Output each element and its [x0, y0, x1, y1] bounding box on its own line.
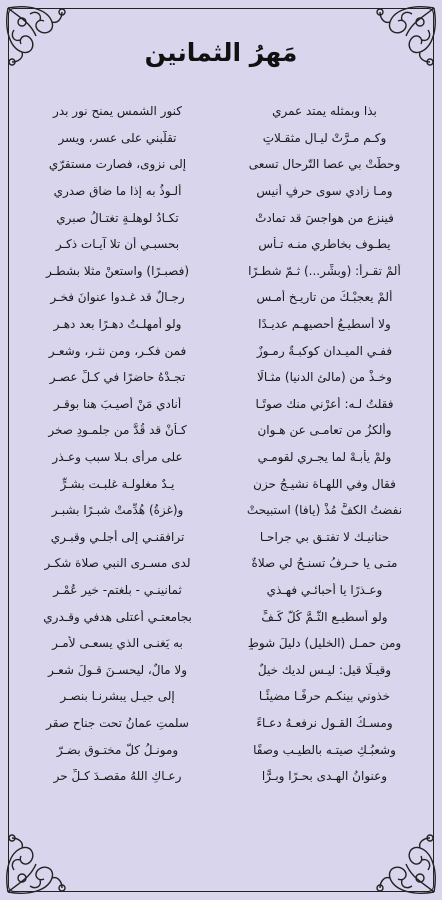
verse-first-hemistich: خذوني بينكـم حرفًـا مضيئًـا — [258, 689, 391, 704]
verse-row — [22, 550, 420, 577]
verse-second-hemistich: تجـدْهُ حاضرًا في كـلِّ عصـرِ — [49, 370, 186, 385]
verse-row — [22, 444, 420, 471]
verse-row — [22, 577, 420, 604]
verse-second-hemistich: بحسبـي أن تلا آيـات ذكـر — [55, 237, 180, 252]
verse-second-hemistich: ولو أمهلـتُ دهـرًا بعد دهـر — [53, 317, 182, 332]
verse-second-hemistich: تكـادُ لوهلـةٍ تغتـالُ صبري — [56, 210, 179, 225]
verse-row — [22, 337, 420, 364]
poem-title: مَهرُ الثمانين — [144, 38, 298, 67]
poem-body — [22, 98, 420, 789]
verse-row — [22, 630, 420, 657]
verse-second-hemistich: إلى جيـلٍ يبشرنـا بنصـر — [60, 689, 175, 704]
verse-first-hemistich: فينزع من هواجسَ قد تمادتْ — [255, 210, 394, 225]
verse-second-hemistich: تقلّبني على عسرٍ، ويسرِ — [58, 130, 177, 145]
verse-row — [22, 710, 420, 737]
verse-first-hemistich: فقال وفي اللهـاة نشيـجُ حزنٍ — [253, 476, 396, 491]
verse-row — [22, 417, 420, 444]
verse-row — [22, 311, 420, 338]
verse-row — [22, 736, 420, 763]
verse-second-hemistich: بجامعتـي أعتلى هدفي وقـدري — [43, 609, 192, 624]
verse-first-hemistich: ألمْ تقـرأ: (وبشِّرِ...) ثـمّ شطـرًا — [248, 263, 401, 278]
verse-second-hemistich: كنور الشمس يمنح نور بدر — [53, 104, 182, 119]
verse-row — [22, 763, 420, 790]
verse-second-hemistich: به يَغنـى الذي يسعـى لأمـر — [52, 636, 183, 651]
verse-second-hemistich: كـأنْ قد قُدَّ من جلمـودِ صخر — [48, 423, 187, 438]
verse-first-hemistich: ولو أسطيـع الثَّـمَّ كُلَّ كَـفٍّ — [261, 609, 388, 624]
verse-second-hemistich: ثمانينـي - بلغتم- خير عُمْـر — [53, 582, 182, 597]
verse-second-hemistich: يـدٌ مغلولـة غلبـت بشـرٍّ — [60, 476, 175, 491]
verse-row — [22, 204, 420, 231]
verse-first-hemistich: فقلتُ لـه: أعرْني منك صوتًـا — [255, 396, 394, 411]
verse-second-hemistich: رجـالٌ قد غـدوا عنوانَ فخـر — [50, 290, 185, 305]
verse-row — [22, 497, 420, 524]
verse-first-hemistich: ومن حمـل (الخليل) دليلَ شوطٍ — [247, 636, 402, 651]
verse-row — [22, 258, 420, 285]
verse-row — [22, 391, 420, 418]
verse-row — [22, 231, 420, 258]
verse-second-hemistich: (فصبـرًا) واستعنْ مثلا بشطـر — [46, 263, 190, 278]
verse-second-hemistich: فمن فكـرٍ، ومن نثـرٍ، وشعـر — [48, 343, 187, 358]
verse-row — [22, 178, 420, 205]
verse-first-hemistich: ومسـكُ القـول نرفعـهُ دعـاءً — [256, 715, 393, 730]
verse-first-hemistich: ولمْ يأبـهْ لما يجـري لقومـي — [257, 450, 392, 465]
verse-first-hemistich: وألكزُ من تعامـى عن هـوانٍ — [257, 423, 392, 438]
verse-row — [22, 524, 420, 551]
verse-first-hemistich: وعنوانُ الهـدى بحـرًا وبـرًّا — [261, 769, 388, 784]
verse-first-hemistich: وحطّتْ بي عصا التّرحال تسعى — [248, 157, 401, 172]
verse-row — [22, 656, 420, 683]
verse-row — [22, 151, 420, 178]
verse-first-hemistich: متـى يا حـرفُ تسنـحُ لي صلاةٌ — [251, 556, 398, 571]
verse-row — [22, 470, 420, 497]
verse-second-hemistich: أنادي مَنْ أصيـبَ هنا بوقـر — [53, 396, 182, 411]
verse-row — [22, 284, 420, 311]
verse-first-hemistich: ألمْ يعجبْـكَ من تاريـخِ أمـسٍ — [256, 290, 393, 305]
verse-second-hemistich: و(غزةُ) هُدِّمتْ شبـرًا بشبـر — [51, 503, 184, 518]
verse-second-hemistich: إلى نزوى، فصارت مستقرّي — [48, 157, 187, 172]
verse-second-hemistich: ولا مالٌ، ليحسـنَ قـولَ شعـر — [47, 662, 188, 677]
verse-first-hemistich: ومـا زادي سوى حرفٍ أنيسٍ — [256, 184, 393, 199]
verse-row — [22, 125, 420, 152]
verse-row — [22, 683, 420, 710]
verse-first-hemistich: وخـذْ من (مالئ الدنيا) مثـالًا — [257, 370, 392, 385]
verse-second-hemistich: على مرأى بـلا سببٍ وعـذر — [52, 450, 183, 465]
verse-second-hemistich: رعـاكِ اللهُ مقصـدَ كـلِّ حرٍ — [53, 769, 182, 784]
verse-first-hemistich: نفضتُ الكفَّ مُذْ (يافا) استبيحتْ — [246, 503, 403, 518]
verse-second-hemistich: ومونـلُ كلّ مختـوقٍ بضـرّ — [56, 742, 179, 757]
verse-row — [22, 603, 420, 630]
verse-first-hemistich: وعـذرًا يا أحبائـي فهـذي — [266, 582, 383, 597]
verse-row — [22, 98, 420, 125]
verse-row — [22, 364, 420, 391]
verse-first-hemistich: وقيـلًا قيل: ليـس لديك خيلٌ — [257, 662, 392, 677]
verse-second-hemistich: سلمتِ عمانُ تحت جناح صقرِ — [46, 715, 189, 730]
verse-first-hemistich: بذا وبمثله يمتد عمري — [272, 104, 377, 119]
verse-first-hemistich: ففـي الميـدان كوكبـةٌ رمـوزٌ — [256, 343, 393, 358]
verse-second-hemistich: ألـوذُ به إذا ما ضاق صدري — [53, 184, 182, 199]
verse-first-hemistich: وشعبُـكِ صيتـه بالطيـبِ وصفًا — [253, 742, 396, 757]
corner-ornament-icon — [372, 830, 442, 900]
verse-first-hemistich: حنانيـك لا تفتـق بي جراحـا — [259, 529, 390, 544]
verse-first-hemistich: وكـم مـرَّتْ ليـالٍ مثقـلاتٍ — [262, 130, 387, 145]
verse-second-hemistich: لدى مسـرى النبي صلاة شكـر — [44, 556, 191, 571]
verse-first-hemistich: يطـوف بخاطري منـه تـأسٍ — [258, 237, 391, 252]
corner-ornament-icon — [0, 830, 70, 900]
verse-second-hemistich: ترافقنـي إلى أجلـي وقبـري — [50, 529, 185, 544]
verse-first-hemistich: ولا أسطيـعُ أحصيهـم عديـدًا — [258, 317, 391, 332]
